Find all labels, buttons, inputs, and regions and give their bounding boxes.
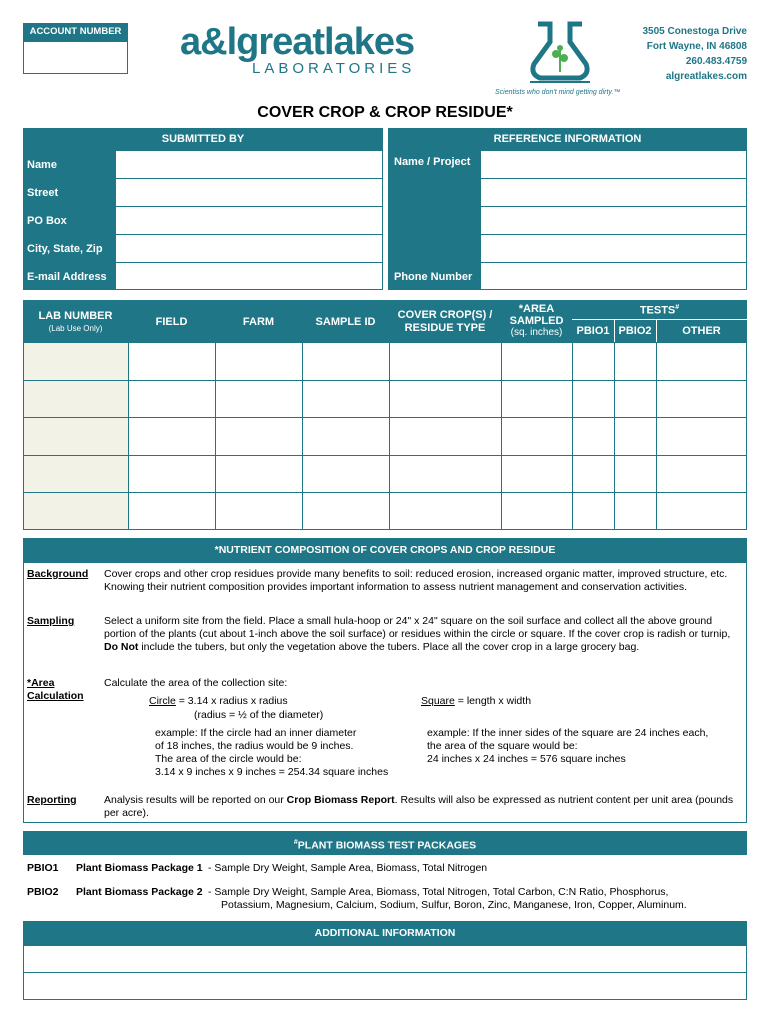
pbio1-name: Plant Biomass Package 1 [76,862,203,874]
logo-sub: LABORATORIES [252,60,416,77]
packages-header: #PLANT BIOMASS TEST PACKAGES [23,831,747,855]
project-field-1[interactable] [480,150,747,179]
account-number-field[interactable] [23,41,128,74]
lab-logo-icon [520,20,600,90]
table-row[interactable] [23,492,747,530]
label-name: Name [27,159,57,171]
reporting-text: Analysis results will be reported on our Crop Biomass Report. Results will also be expressed as nutrient content per unit area (pounds per acre). [104,794,734,819]
company-address [643,24,748,84]
project-field-2[interactable] [480,178,747,207]
street-field[interactable] [115,178,383,207]
email-field[interactable] [115,262,383,290]
background-label: Background [27,568,89,580]
account-number-label: ACCOUNT NUMBER [23,23,128,41]
col-pbio2: PBIO2 [618,325,652,337]
additional-field-1[interactable] [23,945,747,973]
col-lab-number: LAB NUMBER (Lab Use Only) [38,310,113,333]
table-row[interactable] [23,455,747,493]
col-other: OTHER [682,325,721,337]
reporting-label: Reporting [27,794,77,806]
additional-header: ADDITIONAL INFORMATION [23,921,747,945]
tagline: Scientists who don't mind getting dirty.™ [495,89,621,96]
circle-example: example: If the circle had an inner diameter of 18 inches, the radius would be 9 inches. The area of the circle would be: 3.14 x 9 inches x 9 inches = 254.34 square inches [155,727,389,778]
label-name-project: Name / Project [394,156,471,168]
label-street: Street [27,187,59,199]
submitted-by-header: SUBMITTED BY [23,128,383,150]
label-po-box: PO Box [27,215,67,227]
pbio2-desc: - Sample Dry Weight, Sample Area, Biomass, Total Nitrogen, Total Carbon, C:N Ratio, Phosphorus, Potassium, Magnesium, Calcium, Sodium, Sulfur, Boron, Zinc, Manganese, Iron, Copper, Aluminum. [208,886,687,911]
address-line1: 3505 Conestoga Drive [642,26,747,37]
col-field: FIELD [155,316,188,328]
sampling-text: Select a uniform site from the field. Place a small hula-hoop or 24" x 24" square on the soil surface and collect all the above ground portion of the plants (cut about 1-inch above the soil surface) or residues within the circle or square. If the cover crop is radish or turnip, Do Not include the tubers, but only the vegetation above the tubers. Place all the cover crop in a large grocery bag. [104,615,731,653]
area-label: *Area Calculation [27,677,84,702]
phone-number-field[interactable] [480,262,747,290]
pbio2-name: Plant Biomass Package 2 [76,886,203,898]
col-sample-id: SAMPLE ID [315,316,376,328]
pbio1-desc: - Sample Dry Weight, Sample Area, Biomass, Total Nitrogen [208,862,488,874]
background-text: Cover crops and other crop residues provide many benefits to soil: reduced erosion, increased organic matter, improved structure, etc. Knowing their nutrient composition provides important information to assess nutrient management and conservation activities. [104,568,728,593]
page-title: COVER CROP & CROP RESIDUE* [257,104,513,121]
reference-header: REFERENCE INFORMATION [388,128,747,150]
square-example: example: If the inner sides of the square are 24 inches each, the area of the square would be: 24 inches x 24 inches = 576 square inches [427,727,709,765]
area-intro: Calculate the area of the collection site: [104,677,288,689]
additional-field-2[interactable] [23,972,747,1000]
address-line2: Fort Wayne, IN 46808 [646,41,747,52]
pbio1-code: PBIO1 [27,862,59,874]
circle-note: (radius = ½ of the diameter) [194,709,324,721]
sampling-label: Sampling [27,615,75,627]
city-state-zip-field[interactable] [115,234,383,263]
project-field-3[interactable] [480,206,747,235]
nutrient-header: *NUTRIENT COMPOSITION OF COVER CROPS AND CROP RESIDUE [23,538,747,563]
label-city-state-zip: City, State, Zip [27,243,103,255]
table-row[interactable] [23,380,747,418]
col-farm: FARM [242,316,275,328]
logo-main: a&lgreatlakes [180,21,415,63]
circle-formula: Circle = 3.14 x radius x radius [149,695,288,707]
phone: 260.483.4759 [685,56,747,67]
label-email: E-mail Address [27,271,107,283]
col-area-sampled: *AREA SAMPLED (sq. inches) [509,303,564,338]
col-cover-crops: COVER CROP(S) / RESIDUE TYPE [397,309,493,334]
po-box-field[interactable] [115,206,383,235]
col-tests: TESTS# [639,304,680,317]
project-field-4[interactable] [480,234,747,263]
col-pbio1: PBIO1 [576,325,610,337]
label-phone-number: Phone Number [394,271,473,283]
pbio2-code: PBIO2 [27,886,59,898]
website[interactable]: algreatlakes.com [665,71,747,82]
name-field[interactable] [115,150,383,179]
table-row[interactable] [23,417,747,455]
square-formula: Square = length x width [421,695,532,707]
table-row[interactable] [23,342,747,380]
